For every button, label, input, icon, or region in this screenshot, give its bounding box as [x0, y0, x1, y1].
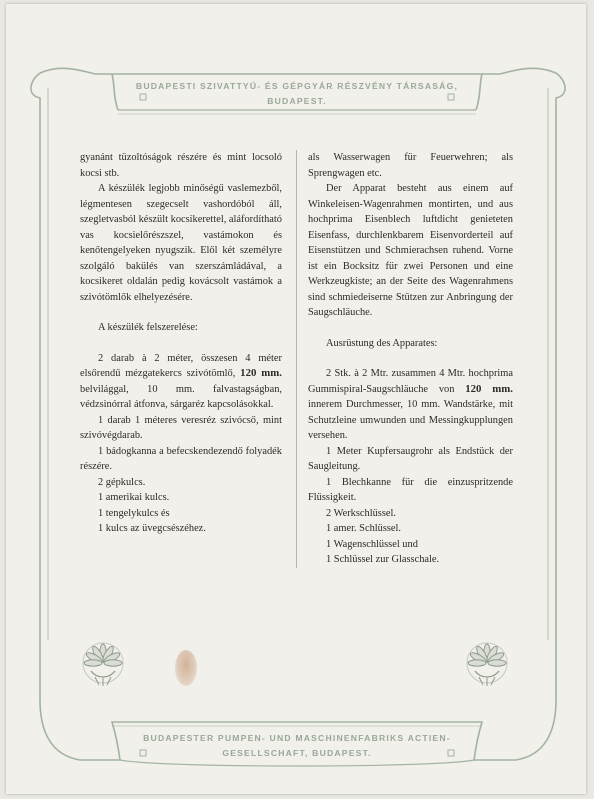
list-item: 1 amer. Schlüssel. — [326, 523, 402, 534]
list-item: 2 gépkulcs. — [98, 476, 146, 488]
letterhead-german — [120, 731, 474, 761]
column-divider — [296, 150, 297, 568]
list-item: 1 Schlüssel zur Glasschale. — [326, 554, 440, 565]
footer-line-1: BUDAPESTER PUMPEN- UND MASCHINENFABRIKS ACTIEN- — [143, 733, 451, 743]
list-item: 2 Werkschlüssel. — [326, 507, 396, 519]
list-item: 1 amerikai kulcs. — [98, 492, 170, 503]
list-item: 1 Wagenschlüssel und — [326, 538, 418, 550]
footer-line-2: GESELLSCHAFT, BUDAPEST. — [222, 748, 372, 758]
list-item: 2 darab à 2 méter, összesen 4 méter elsőrendű mézgatekercs szivótömlő, 120 mm. belvilággal, 10 mm. falvastagságban, védzsinórral átfonva, sárgaréz kapcsolásokkal. — [80, 352, 282, 410]
list-item: 1 Blechkanne für die einzuspritzende Flüssigkeit. — [308, 476, 513, 503]
letterhead-line-2: BUDAPEST. — [267, 96, 327, 106]
letterhead-line-1: BUDAPESTI SZIVATTYÚ- ÉS GÉPGYÁR RÉSZVÉNY TÁRSASÁG, — [135, 81, 459, 91]
paper-stain — [175, 650, 197, 686]
hungarian-column — [80, 150, 282, 537]
letterhead-hungarian — [120, 79, 474, 109]
section-heading: A készülék felszerelése: — [98, 322, 198, 333]
list-item: 1 bádogkanna a befecskendezendő folyadék részére. — [80, 445, 282, 472]
list-item: 2 Stk. à 2 Mtr. zusammen 4 Mtr. hochprima Gummispiral-Saugschläuche von 120 mm. innerem Durchmesser, 10 mm. Wandstärke, mit Schutzleine umwunden und Messingkupplungen versehen. — [308, 368, 513, 441]
paragraph-description: Der Apparat besteht aus einem auf Winkeleisen-Wagenrahmen montirten, und aus hochprima Eisenblech luftdicht genieteten Eisenfass, durchlenkbarem Eisenvorderteil auf Eisenstützen und Schmierachsen ruhend. Vorne ist ein Bocksitz für zwei Personen und eine Werkzeugkiste; an der Seite des Wagenrahmens sind schmiedeiserne Stützen zur Anbringung der Saugschläuche. — [308, 183, 513, 318]
german-column — [308, 150, 513, 568]
list-item: 1 darab 1 méteres veresréz szivócső, mint szivóvégdarab. — [80, 414, 282, 441]
list-item: 1 kulcs az üvegcsészéhez. — [98, 523, 206, 534]
paragraph-intro: gyanánt tüzoltóságok részére és mint locsoló kocsi stb. — [80, 152, 282, 179]
paragraph-description: A készülék legjobb minőségű vaslemezből, légmentesen szegecselt vashordóból áll, szegletvasból készült kocsikerettel, aláfordítható vas kocsielőrészszel, vastámokon és kenőtengelyeken nyugszik. Elől két személyre szolgáló bakülés van szerszámládával, a kocsikeret oldalán pedig kovácsolt vastámok a szivótömlők elhelyezésére. — [80, 183, 282, 303]
list-item: 1 tengelykulcs és — [98, 507, 170, 519]
rosette-right-icon — [467, 643, 507, 686]
paragraph-intro: als Wasserwagen für Feuerwehren; als Sprengwagen etc. — [308, 152, 513, 179]
section-heading: Ausrüstung des Apparates: — [326, 337, 438, 349]
rosette-left-icon — [83, 643, 123, 686]
list-item: 1 Meter Kupfersaugrohr als Endstück der Saugleitung. — [308, 445, 513, 472]
